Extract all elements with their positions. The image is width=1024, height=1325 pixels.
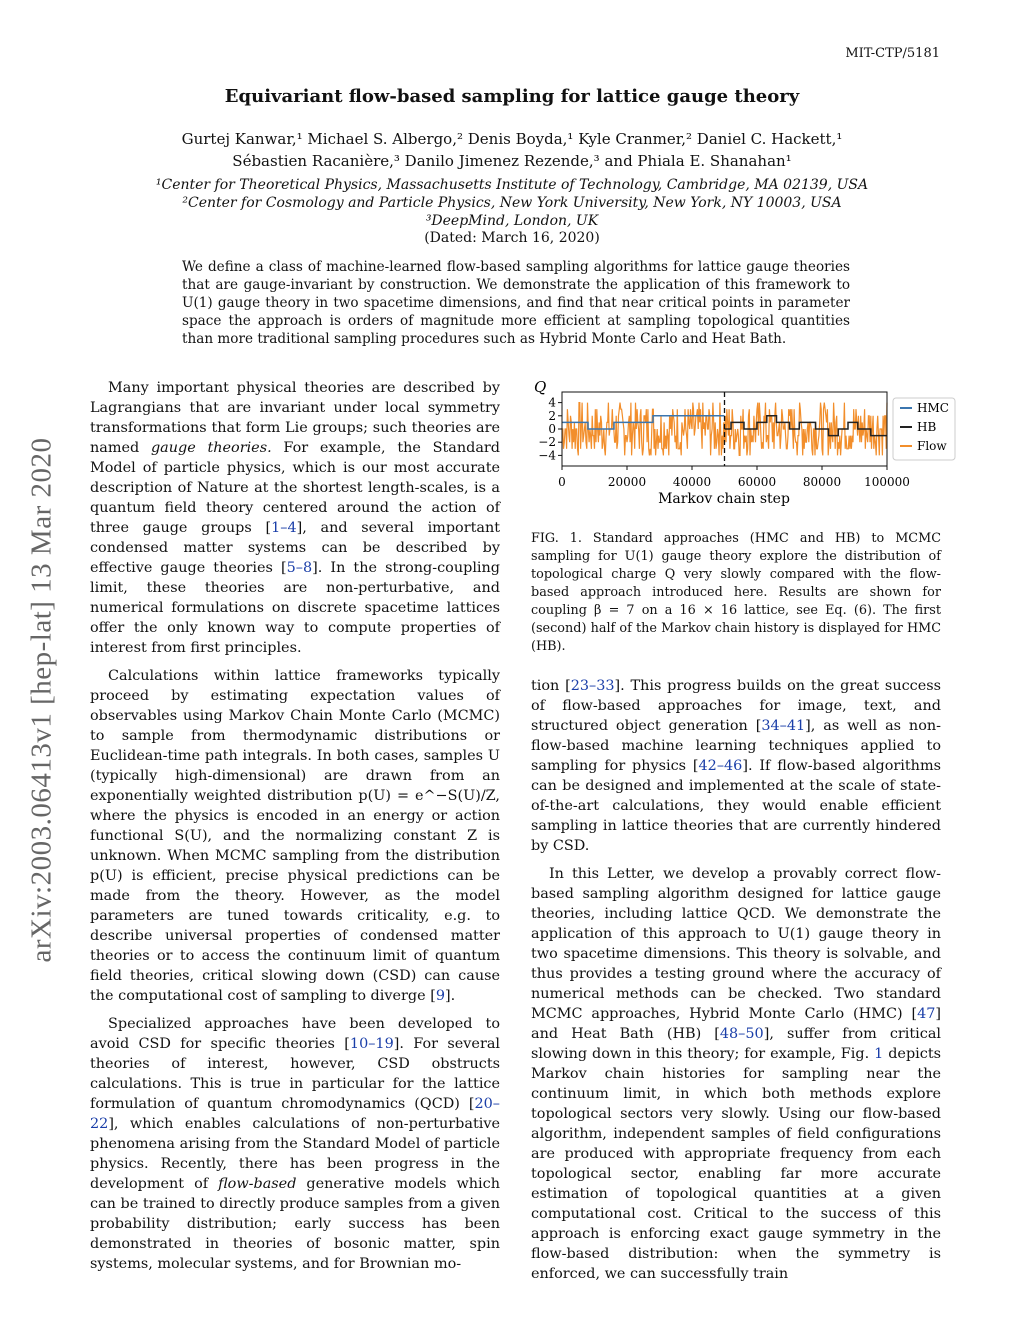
affiliation-1: ¹Center for Theoretical Physics, Massachusetts Institute of Technology, Cambridge, MA 02139, USA [155,177,869,193]
arxiv-stamp-text: arXiv:2003.06413v1 [hep-lat] 13 Mar 2020 [25,437,58,963]
figure-link[interactable]: 1 [874,1046,884,1062]
legend-label-hb: HB [917,420,937,434]
chart-legend [893,398,955,460]
x-tick-label: 80000 [802,475,842,489]
y-tick-label: 4 [548,395,556,410]
report-number: MIT-CTP/5181 [845,46,940,61]
y-tick-label: −4 [538,448,556,463]
figure-1-chart [520,376,960,516]
citation-link[interactable]: 34–41 [761,718,806,734]
affiliation-3: ³DeepMind, London, UK [425,213,599,229]
x-tick-label: 40000 [672,475,712,489]
paragraph-letter: In this Letter, we develop a provably correct flow-based sampling algorithm designed for lattice gauge theories, including lattice QCD. We demonstrate the application of this approach to U(1) gauge theory in two spacetime dimensions. This theory is solvable, and thus provides a testing ground where the accuracy of numerical methods can be checked. Two standard MCMC approaches, Hybrid Monte Carlo (HMC) [47] and Heat Bath (HB) [48–50], suffer from critical slowing down in this theory; for example, Fig. 1 depicts Markov chain histories for sampling near the continuum limit, in which both methods explore topological sectors very slowly. Using our flow-based algorithm, independent samples of field configurations are produced with appropriate frequency from each topological sector, enabling far more accurate estimation of topological quantities at a given computational cost. Critical to the success of this approach is enforcing exact gauge symmetry in the flow-based distribution: when the symmetry is enforced, we can successfully train [531,866,941,1282]
citation-link[interactable]: 1–4 [271,520,297,536]
arxiv-stamp [20,380,64,1020]
affiliations [0,176,1024,230]
citation-link[interactable]: 5–8 [286,560,313,576]
citation-link[interactable]: 20–22 [90,1096,500,1132]
x-axis-label: Markov chain step [658,491,790,507]
author-list [0,128,1024,172]
x-tick-label: 20000 [607,475,647,489]
citation-link[interactable]: 47 [917,1006,936,1022]
paragraph-mcmc: Calculations within lattice frameworks typically proceed by estimating expectation values of observables using Markov Chain Monte Carlo (MCMC) to sample from thermodynamic distributions or Euclidean-time path integrals. In both cases, samples U (typically high-dimensional) are drawn from an exponentially weighted distribution p(U) = e^−S(U)/Z, where the physics is encoded in an energy or action functional S(U), and the normalizing constant Z is unknown. When MCMC sampling from the distribution p(U) is efficient, precise physical predictions can be made from the theory. However, as the model parameters are tuned towards criticality, e.g. to describe universal properties of condensed matter theories or to access the continuum limit of quantum field theories, critical slowing down (CSD) can cause the computational cost of sampling to diverge [9]. [90,668,500,1004]
figure-caption: FIG. 1. Standard approaches (HMC and HB) to MCMC sampling for U(1) gauge theory explore the distribution of topological charge Q very slowly compared with the flow-based approach introduced here. Results are shown for coupling β = 7 on a 16 × 16 lattice, see Eq. (6). The first (second) half of the Markov chain history is displayed for HMC (HB). [531,531,941,654]
author-line-1: Gurtej Kanwar,¹ Michael S. Albergo,² Denis Boyda,¹ Kyle Cranmer,² Daniel C. Hackett,¹ [181,130,843,148]
y-axis-label: Q [534,378,547,396]
right-column [531,676,941,1292]
x-tick-label: 0 [558,475,566,489]
paragraph-intro: Many important physical theories are described by Lagrangians that are invariant under local symmetry transformations that form Lie groups; such theories are named gauge theories. For example, the Standard Model of particle physics, which is our most accurate description of Nature at the shortest length-scales, is a quantum field theory centered around the action of three gauge groups [1–4], and several important condensed matter systems can be described by effective gauge theories [5–8]. In the strong-coupling limit, these theories are non-perturbative, and numerical formulations on discrete spacetime lattices offer the only known way to compute properties of interest from first principles. [90,380,501,656]
dated-line: (Dated: March 16, 2020) [424,230,600,246]
author-line-2: Sébastien Racanière,³ Danilo Jimenez Rezende,³ and Phiala E. Shanahan¹ [232,152,792,170]
y-tick-label: 0 [548,422,556,436]
x-tick-label: 100000 [864,475,910,489]
left-column [90,378,500,1282]
citation-link[interactable]: 48–50 [719,1026,764,1042]
paper-title: Equivariant flow-based sampling for lattice gauge theory [224,86,800,107]
citation-link[interactable]: 10–19 [349,1036,394,1052]
affiliation-2: ²Center for Cosmology and Particle Physics, New York University, New York, NY 10003, USA [182,195,842,211]
y-tick-label: −2 [538,435,556,450]
citation-link[interactable]: 23–33 [570,678,615,694]
paragraph-continued: tion [23–33]. This progress builds on the great success of flow-based approaches for image, text, and structured object generation [34–41], as well as non-flow-based machine learning techniques applied to sampling for physics [42–46]. If flow-based algorithms can be designed and implemented at the scale of state-of-the-art calculations, they would enable efficient sampling in lattice theories that are currently hindered by CSD. [531,678,941,854]
y-tick-label: 2 [548,408,556,423]
abstract: We define a class of machine-learned flow-based sampling algorithms for lattice gauge theories that are gauge-invariant by construction. We demonstrate the application of this framework to U(1) gauge theory in two spacetime dimensions, and find that near critical points in parameter space the approach is orders of magnitude more efficient at sampling topological quantities than more traditional sampling procedures such as Hybrid Monte Carlo and Heat Bath. [182,259,850,347]
legend-label-flow: Flow [917,439,947,453]
citation-link[interactable]: 9 [435,988,445,1004]
paragraph-specialized: Specialized approaches have been developed to avoid CSD for specific theories [10–19]. For several theories of interest, however, CSD obstructs calculations. This is true in particular for the lattice formulation of quantum chromodynamics (QCD) [20–22], which enables calculations of non-perturbative phenomena arising from the Standard Model of particle physics. Recently, there has been progress in the development of flow-based generative models which can be trained to directly produce samples from a given probability distribution; early success has been demonstrated in theories of bosonic matter, spin systems, molecular systems, and for Brownian mo- [90,1016,501,1272]
legend-label-hmc: HMC [917,401,949,415]
citation-link[interactable]: 42–46 [698,758,743,774]
x-tick-label: 60000 [737,475,777,489]
